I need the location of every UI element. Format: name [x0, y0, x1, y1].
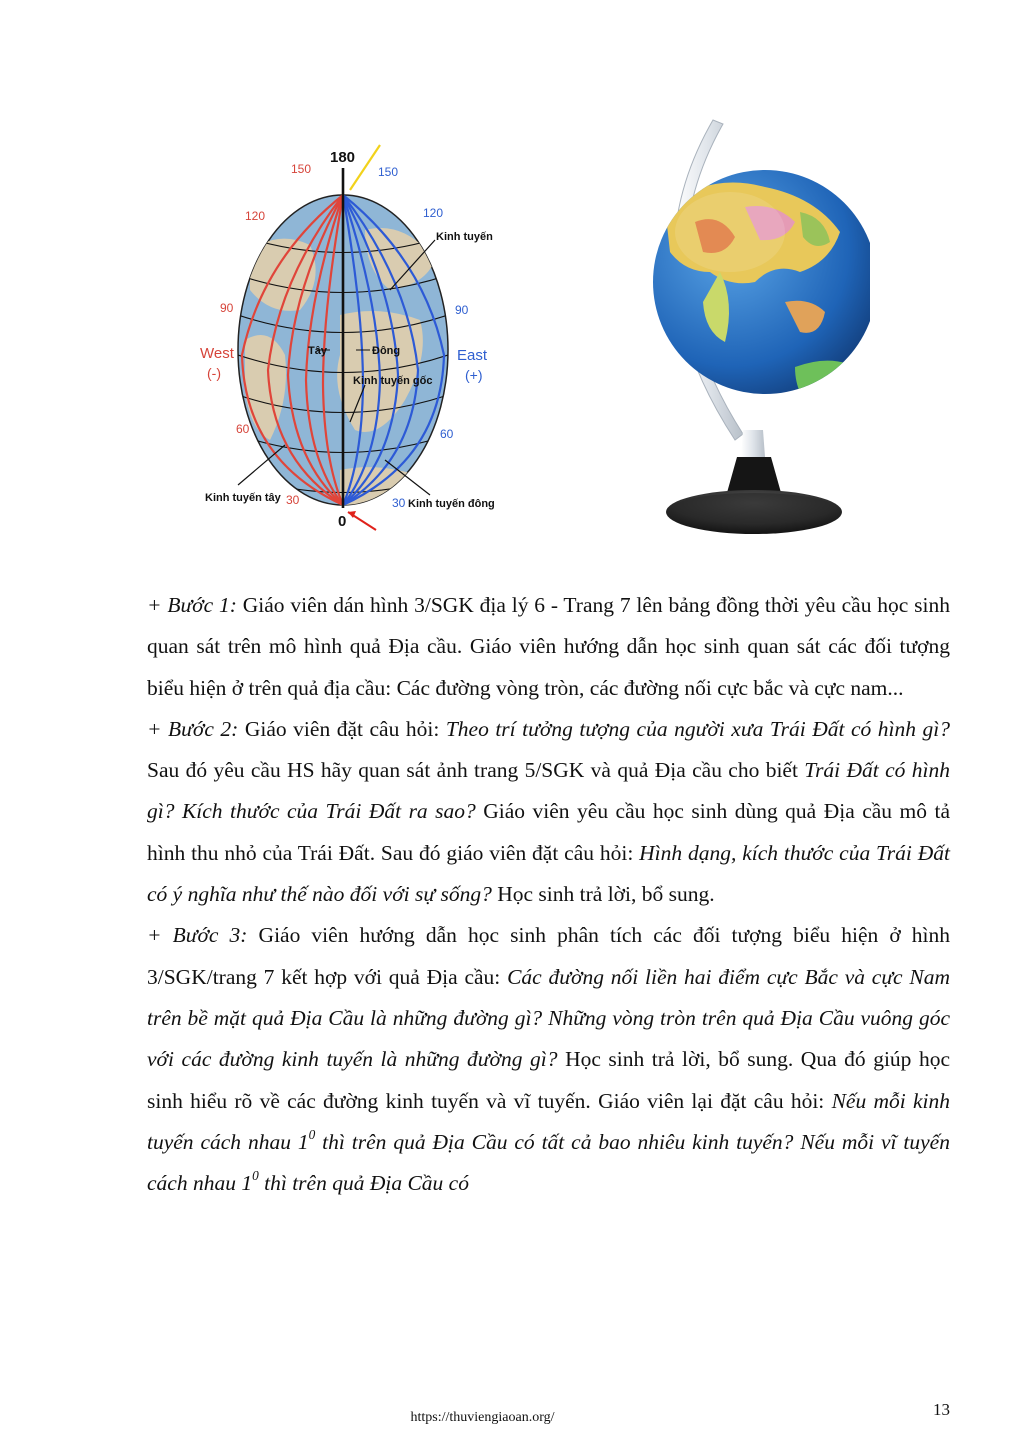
step-1-text: Giáo viên dán hình 3/SGK địa lý 6 - Trang 7 lên bảng đồng thời yêu cầu học sinh quan sát trên mô hình quả Địa cầu. Giáo viên hướng dẫn học sinh quan sát các đối tượng biểu hiện ở trên quả địa cầu: Các đường vòng tròn, các đường nối cực bắc và cực nam... — [147, 593, 950, 700]
east-tick-120: 120 — [423, 206, 444, 220]
label-kinh-tuyen-dong: Kinh tuyến đông — [408, 498, 495, 510]
step-2-question-1: Theo trí tưởng tượng của người xưa Trái Đất có hình gì? — [445, 716, 951, 741]
label-kinh-tuyen: Kinh tuyến — [436, 231, 493, 243]
east-tick-30: 30 — [392, 496, 406, 510]
superscript-degree: 0 — [308, 1126, 316, 1142]
west-tick-150: 150 — [291, 162, 312, 176]
step-1-label: + Bước 1: — [147, 593, 237, 617]
body-text — [147, 585, 950, 1204]
step-3-text-2: Học sinh trả lời, bổ sung. Qua đó giúp học sinh hiểu rõ về các đường kinh tuyến và vĩ tuyến. Giáo viên lại đặt câu hỏi: — [147, 1047, 950, 1113]
east-sign: (+) — [465, 367, 483, 383]
step-3-question-2: Nếu mỗi kinh tuyến cách nhau $1^0$ thì trên quả Địa Cầu có tất cả bao nhiêu kinh tuyến? Nếu mỗi vĩ tuyến cách nhau $1^0$ thì trên quả Địa Cầu có — [147, 1088, 951, 1196]
step-2-text-4: Học sinh trả lời, bổ sung. — [491, 882, 715, 907]
label-0: 0 — [338, 513, 347, 530]
west-label: West — [200, 345, 234, 362]
step-2-text-2: Sau đó yêu cầu HS hãy quan sát ảnh trang 5/SGK và quả Địa cầu cho biết — [147, 758, 805, 783]
east-tick-90: 90 — [455, 303, 469, 317]
page-number: 13 — [933, 1400, 950, 1419]
step-2-question-3: Hình dạng, kích thước của Trái Đất có ý nghĩa như thế nào đối với sự sống? — [147, 840, 950, 907]
globe-stand-neck — [741, 430, 765, 457]
globe-photo — [625, 112, 870, 542]
label-dong: Đông — [372, 345, 401, 357]
step-3-label: + Bước 3: — [147, 923, 248, 948]
step-3-text-1: Giáo viên hướng dẫn học sinh phân tích các đối tượng biểu hiện ở hình 3/SGK/trang 7 kết hợp với quả Địa cầu: — [147, 923, 950, 989]
west-tick-120: 120 — [245, 209, 266, 223]
step-3-question-1: Các đường nối liền hai điểm cực Bắc và cực Nam trên bề mặt quả Địa Cầu là những đường gì? Những vòng tròn trên quả Địa Cầu vuông góc với các đường kinh tuyến là những đường gì? — [147, 964, 950, 1072]
west-tick-30: 30 — [286, 493, 300, 507]
label-kinh-tuyen-goc: Kinh tuyến gốc — [353, 375, 433, 387]
step-2-question-2: Trái Đất có hình gì? Kích thước của Trái Đất ra sao? — [147, 758, 950, 824]
step-2-text-1: Giáo viên đặt câu hỏi: — [238, 716, 446, 741]
east-tick-150: 150 — [378, 165, 399, 179]
west-tick-60: 60 — [236, 422, 250, 436]
meridian-diagram — [190, 140, 500, 535]
west-sign: (-) — [207, 365, 221, 381]
label-180: 180 — [330, 149, 356, 166]
step-2-label: + Bước 2: — [147, 716, 239, 741]
east-tick-60: 60 — [440, 427, 454, 441]
paragraph-step-3 — [147, 915, 950, 1204]
east-label: East — [457, 347, 488, 364]
label-kinh-tuyen-tay: Kinh tuyến tây — [205, 492, 281, 504]
figure-row — [0, 0, 1024, 560]
paragraph-step-2 — [147, 709, 950, 915]
superscript-degree: 0 — [252, 1168, 259, 1184]
footer-url: https://thuviengiaoan.org/ — [410, 1410, 555, 1425]
label-tay: Tây — [308, 345, 327, 357]
paragraph-step-1 — [147, 585, 950, 709]
step-2-text-3: Giáo viên yêu cầu học sinh dùng quả Địa cầu mô tả hình thu nhỏ của Trái Đất. Sau đó giáo viên đặt câu hỏi: — [147, 799, 950, 865]
west-tick-90: 90 — [220, 301, 234, 315]
